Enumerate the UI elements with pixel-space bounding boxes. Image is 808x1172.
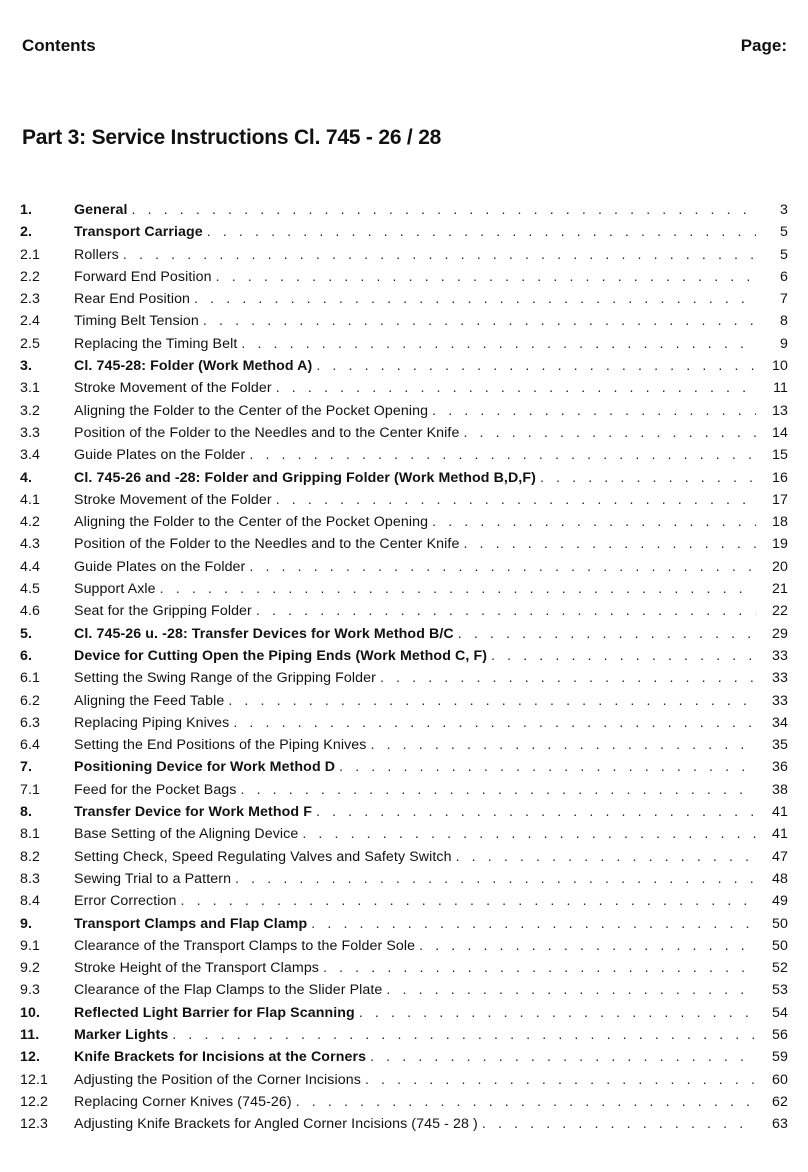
toc-entry-number: 3.2 — [20, 402, 41, 419]
toc-entry-title: General — [74, 202, 128, 218]
toc-entry-page: 6 — [780, 268, 788, 285]
toc-entry-number: 9.2 — [20, 960, 41, 977]
toc-entry-title: Clearance of the Flap Clamps to the Slider Plate — [74, 982, 383, 999]
toc-entry[interactable] — [20, 578, 788, 600]
toc-entry-page: 3 — [780, 202, 788, 218]
toc-entry-page: 41 — [772, 804, 788, 821]
toc-entry-title: Position of the Folder to the Needles and to the Center Knife — [74, 424, 460, 441]
toc-dot-leader — [463, 533, 756, 555]
toc-entry[interactable] — [20, 333, 788, 355]
toc-entry-number: 4.1 — [20, 491, 41, 508]
toc-entry[interactable] — [20, 444, 788, 466]
toc-entry-page: 62 — [772, 1093, 788, 1110]
toc-entry-title: Adjusting Knife Brackets for Angled Corner Incisions (745 - 28 ) — [74, 1116, 478, 1133]
toc-entry-number: 9. — [20, 915, 33, 932]
toc-entry-number: 2.4 — [20, 313, 41, 330]
toc-dot-leader — [160, 578, 756, 600]
toc-entry[interactable] — [20, 556, 788, 578]
toc-entry-number: 2.3 — [20, 291, 41, 308]
toc-entry-page: 52 — [772, 960, 788, 977]
toc-entry-page: 33 — [772, 670, 788, 687]
toc-entry-number: 3.4 — [20, 447, 41, 464]
toc-dot-leader — [249, 444, 756, 466]
toc-entry[interactable] — [20, 623, 788, 645]
toc-entry-number: 4.5 — [20, 581, 41, 598]
toc-dot-leader — [235, 868, 756, 890]
toc-entry-page: 5 — [780, 246, 788, 263]
toc-entry[interactable] — [20, 645, 788, 667]
toc-entry[interactable] — [20, 533, 788, 555]
contents-heading: Contents — [22, 36, 96, 55]
toc-dot-leader — [172, 1024, 756, 1046]
toc-entry-number: 3. — [20, 358, 33, 375]
toc-entry[interactable] — [20, 199, 788, 221]
toc-entry[interactable] — [20, 288, 788, 310]
toc-entry-number: 8.2 — [20, 848, 41, 865]
toc-entry[interactable] — [20, 779, 788, 801]
toc-entry[interactable] — [20, 244, 788, 266]
toc-entry[interactable] — [20, 913, 788, 935]
toc-entry-title: Sewing Trial to a Pattern — [74, 870, 232, 887]
toc-entry-title: Stroke Movement of the Folder — [74, 380, 272, 397]
toc-dot-leader — [276, 377, 756, 399]
toc-entry-title: Setting the End Positions of the Piping Knives — [74, 737, 367, 754]
toc-entry-page: 50 — [772, 937, 788, 954]
toc-entry-number: 6. — [20, 647, 33, 664]
toc-dot-leader — [370, 734, 756, 756]
toc-entry-page: 15 — [772, 447, 788, 464]
toc-entry-title: Stroke Height of the Transport Clamps — [74, 960, 319, 977]
toc-entry-title: Clearance of the Transport Clamps to the Folder Sole — [74, 937, 416, 954]
toc-dot-leader — [419, 935, 756, 957]
toc-entry-title: Marker Lights — [74, 1026, 169, 1043]
toc-entry-title: Aligning the Folder to the Center of the Pocket Opening — [74, 402, 429, 419]
toc-entry[interactable] — [20, 868, 788, 890]
toc-dot-leader — [316, 355, 756, 377]
toc-entry-number: 4.6 — [20, 603, 41, 620]
toc-entry-number: 7.1 — [20, 781, 41, 798]
toc-entry-number: 6.2 — [20, 692, 41, 709]
toc-entry[interactable] — [20, 1091, 788, 1113]
toc-entry-number: 12. — [20, 1049, 41, 1066]
toc-entry[interactable] — [20, 266, 788, 288]
toc-entry-title: Aligning the Feed Table — [74, 692, 225, 709]
toc-entry-page: 49 — [772, 893, 788, 910]
toc-entry-number: 8. — [20, 804, 33, 821]
toc-dot-leader — [316, 801, 756, 823]
toc-dot-leader — [482, 1113, 756, 1135]
toc-entry-title: Forward End Position — [74, 268, 212, 285]
toc-entry-page: 19 — [772, 536, 788, 553]
page-title: Part 3: Service Instructions Cl. 745 - 26 / 28 — [22, 126, 442, 149]
toc-entry[interactable] — [20, 890, 788, 912]
toc-entry-title: Cl. 745-26 and -28: Folder and Gripping Folder (Work Method B,D,F) — [74, 469, 536, 486]
toc-entry-title: Rear End Position — [74, 291, 191, 308]
toc-entry-title: Transport Carriage — [74, 224, 203, 241]
toc-entry-number: 4.2 — [20, 514, 41, 531]
toc-entry-title: Replacing the Timing Belt — [74, 335, 238, 352]
toc-entry[interactable] — [20, 310, 788, 332]
toc-entry[interactable] — [20, 467, 788, 489]
toc-entry-title: Reflected Light Barrier for Flap Scanning — [74, 1004, 355, 1021]
toc-entry-page: 35 — [772, 737, 788, 754]
toc-entry-number: 4.3 — [20, 536, 41, 553]
toc-entry-title: Setting Check, Speed Regulating Valves and Safety Switch — [74, 848, 452, 865]
toc-entry[interactable] — [20, 221, 788, 243]
toc-dot-leader — [302, 823, 756, 845]
toc-dot-leader — [380, 667, 756, 689]
toc-dot-leader — [207, 221, 756, 243]
toc-entry[interactable] — [20, 1046, 788, 1068]
toc-dot-leader — [132, 199, 756, 221]
toc-entry-page: 18 — [772, 514, 788, 531]
toc-entry-page: 22 — [772, 603, 788, 620]
toc-entry-page: 41 — [772, 826, 788, 843]
toc-entry-title: Aligning the Folder to the Center of the Pocket Opening — [74, 514, 429, 531]
toc-entry[interactable] — [20, 823, 788, 845]
toc-entry-number: 2. — [20, 224, 33, 241]
toc-entry[interactable] — [20, 734, 788, 756]
toc-dot-leader — [386, 979, 756, 1001]
toc-entry-page: 29 — [772, 625, 788, 642]
toc-entry[interactable] — [20, 1113, 788, 1135]
toc-entry[interactable] — [20, 377, 788, 399]
toc-entry-page: 16 — [772, 469, 788, 486]
toc-entry-page: 10 — [772, 358, 788, 375]
toc-entry-title: Cl. 745-28: Folder (Work Method A) — [74, 358, 313, 375]
toc-entry-number: 2.1 — [20, 246, 41, 263]
toc-dot-leader — [241, 779, 757, 801]
toc-entry-number: 5. — [20, 625, 33, 642]
toc-dot-leader — [228, 690, 756, 712]
toc-entry-page: 34 — [772, 714, 788, 731]
toc-dot-leader — [194, 288, 756, 310]
toc-entry[interactable] — [20, 1069, 788, 1091]
toc-dot-leader — [249, 556, 756, 578]
toc-dot-leader — [370, 1046, 756, 1068]
toc-entry-number: 6.1 — [20, 670, 41, 687]
toc-entry-number: 8.4 — [20, 893, 41, 910]
toc-dot-leader — [203, 310, 756, 332]
toc-entry-number: 4. — [20, 469, 33, 486]
toc-entry-title: Base Setting of the Aligning Device — [74, 826, 299, 843]
toc-entry-page: 54 — [772, 1004, 788, 1021]
toc-entry[interactable] — [20, 355, 788, 377]
toc-entry[interactable] — [20, 935, 788, 957]
toc-dot-leader — [456, 846, 756, 868]
toc-entry[interactable] — [20, 712, 788, 734]
toc-dot-leader — [323, 957, 756, 979]
toc-entry-page: 7 — [780, 291, 788, 308]
toc-entry[interactable] — [20, 600, 788, 622]
toc-entry-number: 4.4 — [20, 558, 41, 575]
toc-entry[interactable] — [20, 957, 788, 979]
toc-entry-page: 33 — [772, 692, 788, 709]
toc-entry-number: 8.1 — [20, 826, 41, 843]
toc-entry-title: Knife Brackets for Incisions at the Corners — [74, 1049, 367, 1066]
toc-dot-leader — [540, 467, 756, 489]
toc-entry-page: 48 — [772, 870, 788, 887]
toc-entry-number: 2.2 — [20, 268, 41, 285]
toc-entry[interactable] — [20, 667, 788, 689]
toc-entry-number: 12.3 — [20, 1116, 49, 1133]
toc-entry-page: 21 — [772, 581, 788, 598]
toc-entry-page: 33 — [772, 647, 788, 664]
toc-dot-leader — [241, 333, 756, 355]
toc-dot-leader — [216, 266, 756, 288]
toc-entry-title: Timing Belt Tension — [74, 313, 199, 330]
toc-dot-leader — [296, 1091, 756, 1113]
toc-entry-number: 11. — [20, 1026, 40, 1043]
toc-entry-number: 9.3 — [20, 982, 41, 999]
toc-entry-page: 63 — [772, 1116, 788, 1133]
page-column-heading: Page: — [740, 36, 787, 55]
toc-entry-title: Feed for the Pocket Bags — [74, 781, 237, 798]
toc-entry-page: 60 — [772, 1071, 788, 1088]
toc-entry-title: Setting the Swing Range of the Gripping Folder — [74, 670, 376, 687]
toc-entry-number: 7. — [20, 759, 33, 776]
toc-entry-title: Guide Plates on the Folder — [74, 558, 246, 575]
toc-entry-page: 53 — [772, 982, 788, 999]
toc-entry-title: Error Correction — [74, 893, 177, 910]
toc-dot-leader — [181, 890, 756, 912]
toc-dot-leader — [491, 645, 756, 667]
toc-entry[interactable] — [20, 979, 788, 1001]
toc-entry-page: 8 — [780, 313, 788, 330]
toc-entry-page: 17 — [772, 491, 788, 508]
toc-entry-title: Transport Clamps and Flap Clamp — [74, 915, 308, 932]
toc-entry-page: 50 — [772, 915, 788, 932]
toc-entry-title: Guide Plates on the Folder — [74, 447, 246, 464]
toc-entry-number: 12.2 — [20, 1093, 49, 1110]
toc-entry-title: Adjusting the Position of the Corner Incisions — [74, 1071, 361, 1088]
toc-entry-number: 12.1 — [20, 1071, 49, 1088]
toc-entry-number: 2.5 — [20, 335, 41, 352]
toc-entry[interactable] — [20, 1002, 788, 1024]
table-of-contents — [20, 199, 788, 1135]
toc-dot-leader — [463, 422, 756, 444]
toc-entry-page: 47 — [772, 848, 788, 865]
toc-entry[interactable] — [20, 690, 788, 712]
toc-entry-title: Seat for the Gripping Folder — [74, 603, 252, 620]
toc-entry-page: 20 — [772, 558, 788, 575]
toc-entry-number: 1. — [20, 202, 33, 218]
toc-entry[interactable] — [20, 846, 788, 868]
toc-entry-title: Position of the Folder to the Needles and to the Center Knife — [74, 536, 460, 553]
toc-entry-title: Device for Cutting Open the Piping Ends (Work Method C, F) — [74, 647, 488, 664]
toc-entry-page: 56 — [772, 1026, 788, 1043]
toc-entry-title: Replacing Corner Knives (745-26) — [74, 1093, 292, 1110]
toc-dot-leader — [311, 913, 756, 935]
toc-dot-leader — [256, 600, 756, 622]
toc-entry[interactable] — [20, 511, 788, 533]
toc-entry-page: 38 — [772, 781, 788, 798]
toc-entry-title: Cl. 745-26 u. -28: Transfer Devices for Work Method B/C — [74, 625, 454, 642]
toc-entry[interactable] — [20, 489, 788, 511]
toc-entry-title: Transfer Device for Work Method F — [74, 804, 312, 821]
toc-entry-page: 14 — [772, 424, 788, 441]
toc-entry-number: 3.3 — [20, 424, 41, 441]
toc-entry[interactable] — [20, 400, 788, 422]
toc-entry-number: 6.4 — [20, 737, 41, 754]
toc-entry[interactable] — [20, 1024, 788, 1046]
toc-entry-number: 3.1 — [20, 380, 41, 397]
toc-dot-leader — [458, 623, 756, 645]
toc-entry-page: 9 — [780, 335, 788, 352]
toc-dot-leader — [233, 712, 756, 734]
toc-entry-title: Stroke Movement of the Folder — [74, 491, 272, 508]
toc-entry-page: 36 — [772, 759, 788, 776]
toc-dot-leader — [359, 1002, 756, 1024]
toc-entry-number: 9.1 — [20, 937, 41, 954]
toc-entry-page: 13 — [772, 402, 788, 419]
toc-dot-leader — [123, 244, 756, 266]
toc-dot-leader — [432, 400, 756, 422]
toc-dot-leader — [339, 756, 756, 778]
toc-entry-page: 5 — [780, 224, 788, 241]
toc-entry-title: Support Axle — [74, 581, 156, 598]
toc-entry[interactable] — [20, 801, 788, 823]
toc-dot-leader — [365, 1069, 756, 1091]
toc-dot-leader — [432, 511, 756, 533]
toc-entry-number: 10. — [20, 1004, 41, 1021]
toc-entry-number: 8.3 — [20, 870, 41, 887]
toc-entry[interactable] — [20, 422, 788, 444]
toc-entry-title: Rollers — [74, 246, 119, 263]
toc-entry-page: 59 — [772, 1049, 788, 1066]
toc-entry-number: 6.3 — [20, 714, 41, 731]
toc-entry[interactable] — [20, 756, 788, 778]
toc-entry-page: 11 — [773, 380, 788, 397]
toc-dot-leader — [276, 489, 756, 511]
toc-entry-title: Replacing Piping Knives — [74, 714, 230, 731]
toc-entry-title: Positioning Device for Work Method D — [74, 759, 336, 776]
